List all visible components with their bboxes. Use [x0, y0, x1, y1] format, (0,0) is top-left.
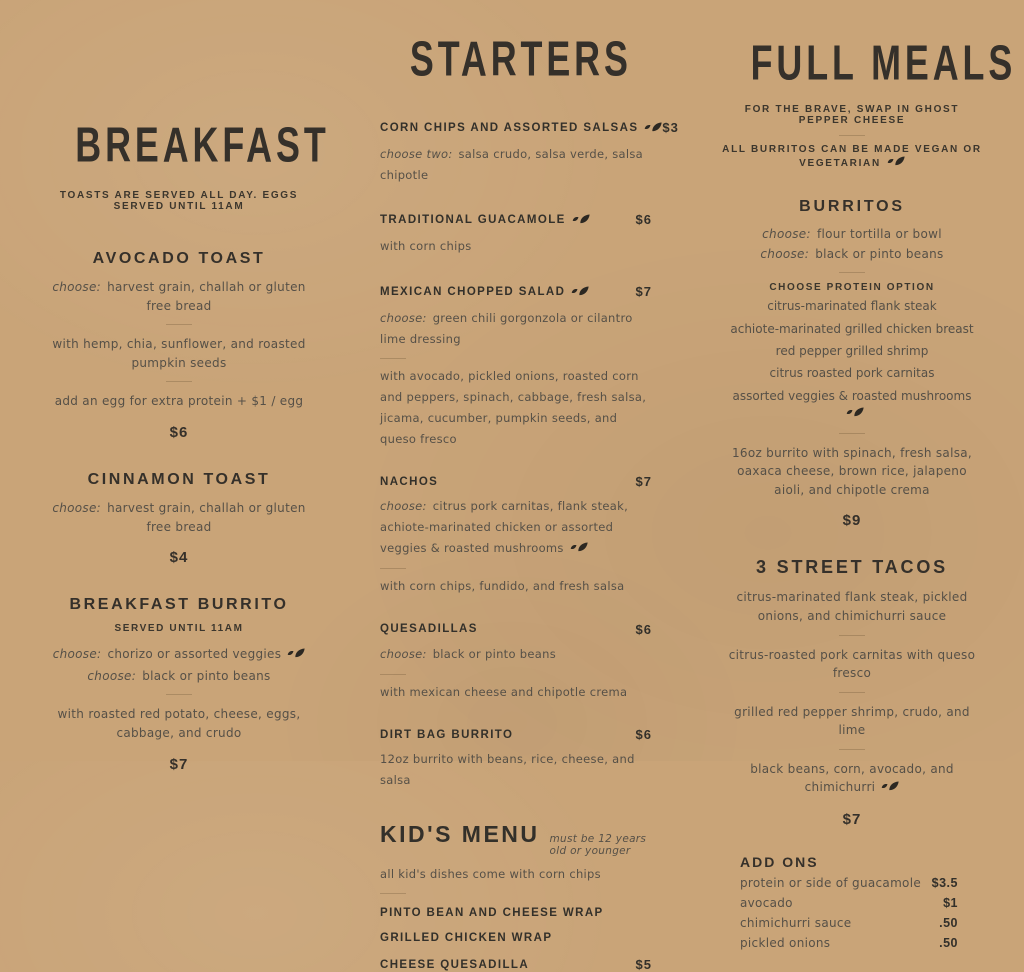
kids-menu-description: all kid's dishes come with corn chips: [380, 866, 601, 881]
item-choose-line: choose: black or pinto beans: [380, 646, 556, 661]
item-choose-line: choose: harvest grain, challah or gluten free bread: [52, 280, 306, 313]
kids-menu-note: must be 12 years old or younger: [549, 832, 647, 857]
add-ons-section: [722, 854, 982, 950]
item-price: $6: [635, 212, 652, 228]
item-price: $6: [635, 727, 652, 743]
menu-item-guacamole: [380, 210, 652, 257]
menu-item-cinnamon-toast: [46, 471, 312, 566]
item-title: BURRITOS: [799, 198, 905, 215]
add-on-name: chimichurri sauce: [740, 916, 852, 931]
menu-item-avocado-toast: [46, 250, 312, 441]
add-on-price: .50: [939, 936, 958, 951]
item-price: $6: [169, 423, 189, 441]
item-choose-line: choose: green chili gorgonzola or cilantro lime dressing: [380, 311, 633, 346]
leaf-icon: [846, 406, 864, 423]
item-description: with corn chips, fundido, and fresh salsa: [380, 579, 625, 594]
item-choose-line: choose: harvest grain, challah or gluten free bread: [52, 500, 306, 534]
starters-title: STARTERS: [409, 31, 632, 87]
breakfast-tagline: TOASTS ARE SERVED ALL DAY. EGGS SERVED UNTIL 11AM: [59, 190, 299, 212]
add-on-price: $1: [943, 896, 958, 911]
item-header: [380, 210, 652, 229]
divider: [839, 692, 865, 693]
add-on-name: protein or side of guacamole: [740, 876, 922, 891]
item-price: $4: [169, 549, 189, 567]
protein-option: citrus roasted pork carnitas: [769, 366, 935, 381]
full-meals-title: FULL MEALS: [750, 35, 1017, 91]
item-price: $6: [635, 621, 652, 637]
leaf-icon: [570, 539, 588, 560]
divider: [166, 694, 192, 695]
item-header: [380, 474, 652, 489]
item-price: $7: [635, 284, 652, 300]
divider: [166, 381, 192, 382]
kids-menu-title: KID'S MENU: [380, 820, 540, 847]
kids-item: [380, 957, 652, 972]
divider: [839, 272, 865, 273]
item-choose-line: choose: black or pinto beans: [760, 246, 944, 261]
item-choose-line: choose: citrus pork carnitas, flank steak, achiote-marinated chicken or assorted veggies & roasted mushrooms: [380, 496, 652, 559]
taco-option: grilled red pepper shrimp, crudo, and lime: [734, 704, 970, 738]
divider: [166, 324, 192, 325]
add-on-price: .50: [939, 916, 958, 931]
item-extra: add an egg for extra protein + $1 / egg: [54, 394, 304, 409]
taco-option: black beans, corn, avocado, and chimichurri: [722, 760, 982, 798]
kids-menu-header: [380, 821, 652, 857]
item-description: 12oz burrito with beans, rice, cheese, and salsa: [380, 752, 635, 787]
item-title: DIRT BAG BURRITO: [380, 728, 514, 741]
item-description: with corn chips: [380, 239, 472, 254]
item-choose-line: choose two: salsa crudo, salsa verde, salsa chipotle: [380, 147, 644, 182]
item-title: PINTO BEAN AND CHEESE WRAP: [380, 907, 604, 920]
divider: [380, 358, 406, 359]
item-title: QUESADILLAS: [380, 623, 478, 636]
kids-menu-section: [380, 821, 652, 972]
item-title: CINNAMON TOAST: [87, 470, 271, 488]
taco-option: citrus-marinated flank steak, pickled onions, and chimichurri sauce: [736, 590, 968, 623]
menu-item-chopped-salad: [380, 282, 652, 449]
add-on-item: [740, 876, 958, 890]
item-title: CHEESE QUESADILLA: [380, 958, 530, 971]
taco-option: citrus-roasted pork carnitas with queso fresco: [728, 647, 976, 681]
item-title: AVOCADO TOAST: [92, 250, 266, 267]
leaf-icon: [571, 282, 589, 301]
add-on-item: [740, 896, 958, 910]
divider: [380, 893, 406, 894]
item-description: with hemp, chia, sunflower, and roasted pumpkin seeds: [52, 337, 306, 370]
leaf-icon: [572, 210, 590, 229]
item-price: $7: [635, 474, 652, 490]
item-header: [380, 282, 652, 301]
add-on-name: avocado: [740, 896, 793, 911]
item-choose-line: choose: flour tortilla or bowl: [762, 227, 942, 241]
divider: [839, 749, 865, 750]
item-choose-line: choose: black or pinto beans: [87, 668, 271, 683]
protein-option-header: CHOOSE PROTEIN OPTION: [769, 282, 935, 294]
leaf-icon: [881, 779, 899, 798]
divider: [839, 135, 865, 136]
full-meals-tagline-2: ALL BURRITOS CAN BE MADE VEGAN OR VEGETARIAN: [722, 144, 982, 169]
menu-item-quesadillas: [380, 622, 652, 702]
kids-item: [380, 932, 652, 944]
item-title: GRILLED CHICKEN WRAP: [380, 932, 553, 945]
item-price: $3: [662, 120, 679, 135]
protein-option: citrus-marinated flank steak: [767, 299, 937, 314]
starters-column: [380, 30, 679, 972]
breakfast-column: [46, 116, 330, 773]
menu-item-corn-chips: [380, 118, 679, 185]
item-header: [380, 622, 652, 637]
item-title: BREAKFAST BURRITO: [69, 596, 289, 614]
breakfast-title: BREAKFAST: [75, 117, 330, 173]
item-title: CORN CHIPS AND ASSORTED SALSAS: [380, 121, 639, 134]
item-header: [380, 118, 679, 137]
item-price: $7: [169, 755, 189, 773]
item-note: SERVED UNTIL 11AM: [114, 623, 244, 635]
protein-option: achiote-marinated grilled chicken breast: [730, 321, 974, 336]
item-price: $5: [635, 957, 652, 972]
add-on-item: [740, 936, 958, 950]
leaf-icon: [887, 155, 905, 170]
item-price: $7: [842, 811, 862, 829]
add-ons-title: ADD ONS: [740, 854, 819, 871]
item-choose-line: choose: chorizo or assorted veggies: [46, 645, 312, 665]
divider: [839, 635, 865, 636]
divider: [839, 433, 865, 434]
kids-item: [380, 907, 652, 919]
item-price: $9: [842, 512, 862, 530]
divider: [380, 674, 406, 675]
add-on-price: $3.5: [931, 876, 958, 891]
protein-option: assorted veggies & roasted mushrooms: [722, 388, 982, 424]
item-title: MEXICAN CHOPPED SALAD: [380, 285, 566, 298]
protein-option: red pepper grilled shrimp: [775, 343, 929, 358]
leaf-icon: [287, 646, 305, 665]
item-description: 16oz burrito with spinach, fresh salsa, oaxaca cheese, brown rice, jalapeno aioli, and chipotle crema: [731, 445, 973, 497]
full-meals-tagline-1: FOR THE BRAVE, SWAP IN GHOST PEPPER CHEESE: [744, 104, 960, 126]
menu-item-breakfast-burrito: [46, 596, 312, 772]
add-on-item: [740, 916, 958, 930]
item-description: with avocado, pickled onions, roasted corn and peppers, spinach, cabbage, fresh salsa, jicama, cucumber, pumpkin seeds, and queso fresco: [380, 369, 647, 446]
menu-item-nachos: [380, 474, 652, 597]
add-on-name: pickled onions: [740, 936, 831, 951]
item-title: NACHOS: [380, 475, 439, 488]
leaf-icon: [644, 118, 662, 137]
item-title: 3 STREET TACOS: [756, 557, 948, 578]
item-title: TRADITIONAL GUACAMOLE: [380, 213, 566, 226]
divider: [380, 568, 406, 569]
item-header: [380, 727, 652, 742]
item-description: with roasted red potato, cheese, eggs, cabbage, and crudo: [57, 707, 301, 740]
menu-item-street-tacos: [722, 557, 982, 828]
full-meals-column: [722, 34, 1017, 951]
menu-item-dirt-bag-burrito: [380, 727, 652, 790]
menu-item-burritos: [722, 198, 982, 529]
item-description: with mexican cheese and chipotle crema: [380, 684, 628, 699]
